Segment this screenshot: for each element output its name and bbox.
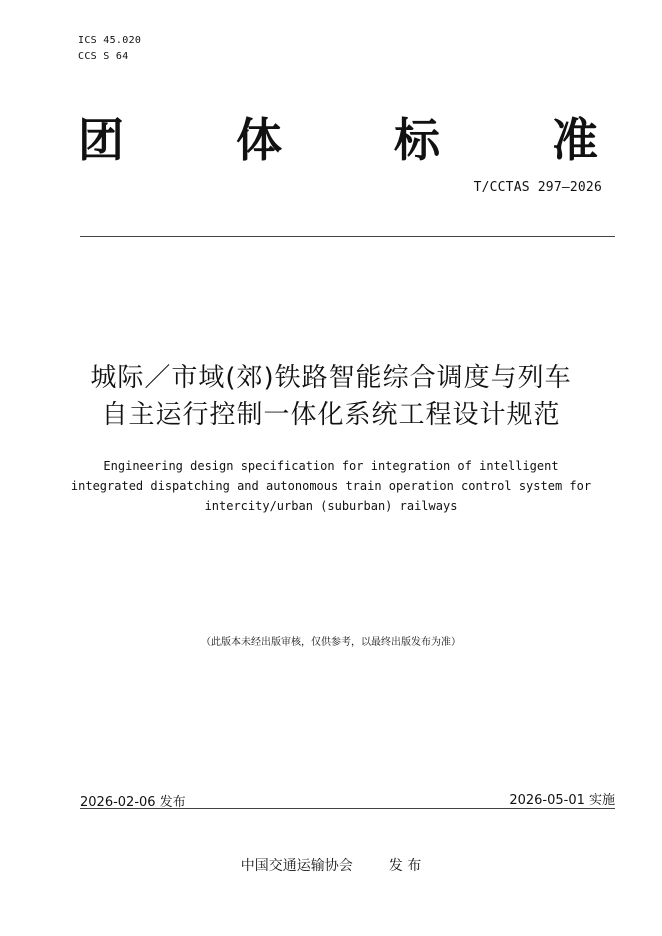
classification-codes xyxy=(78,33,141,65)
standard-number: T/CCTAS 297—2026 xyxy=(473,180,602,195)
header-divider xyxy=(80,236,615,237)
english-title xyxy=(60,456,602,516)
ccs-code: CCS S 64 xyxy=(78,51,129,62)
chinese-title-line: 城际／市域(郊)铁路智能综合调度与列车 xyxy=(90,363,572,393)
standard-type-char: 标 xyxy=(394,113,440,167)
implementation-date: 2026-05-01 实施 xyxy=(509,793,615,808)
english-title-line: intercity/urban (suburban) railways xyxy=(204,499,458,513)
publisher-line xyxy=(0,855,662,875)
standard-type-heading xyxy=(78,112,598,168)
english-title-line: integrated dispatching and autonomous train operation control system for xyxy=(70,479,592,493)
draft-disclaimer: （此版本未经出版审核，仅供参考，以最终出版发布为准） xyxy=(201,637,461,648)
chinese-title-line: 自主运行控制一体化系统工程设计规范 xyxy=(101,400,561,430)
publisher-action: 发 布 xyxy=(388,858,422,874)
english-title-line: Engineering design specification for integration of intelligent xyxy=(103,459,559,473)
standard-type-char: 团 xyxy=(78,113,124,167)
publisher-name: 中国交通运输协会 xyxy=(240,858,353,874)
ics-code: ICS 45.020 xyxy=(78,35,142,46)
footer-divider xyxy=(80,808,615,809)
standard-type-char: 准 xyxy=(552,113,598,167)
standard-type-char: 体 xyxy=(236,113,282,167)
chinese-title xyxy=(60,360,602,434)
issue-date: 2026-02-06 发布 xyxy=(80,795,186,810)
